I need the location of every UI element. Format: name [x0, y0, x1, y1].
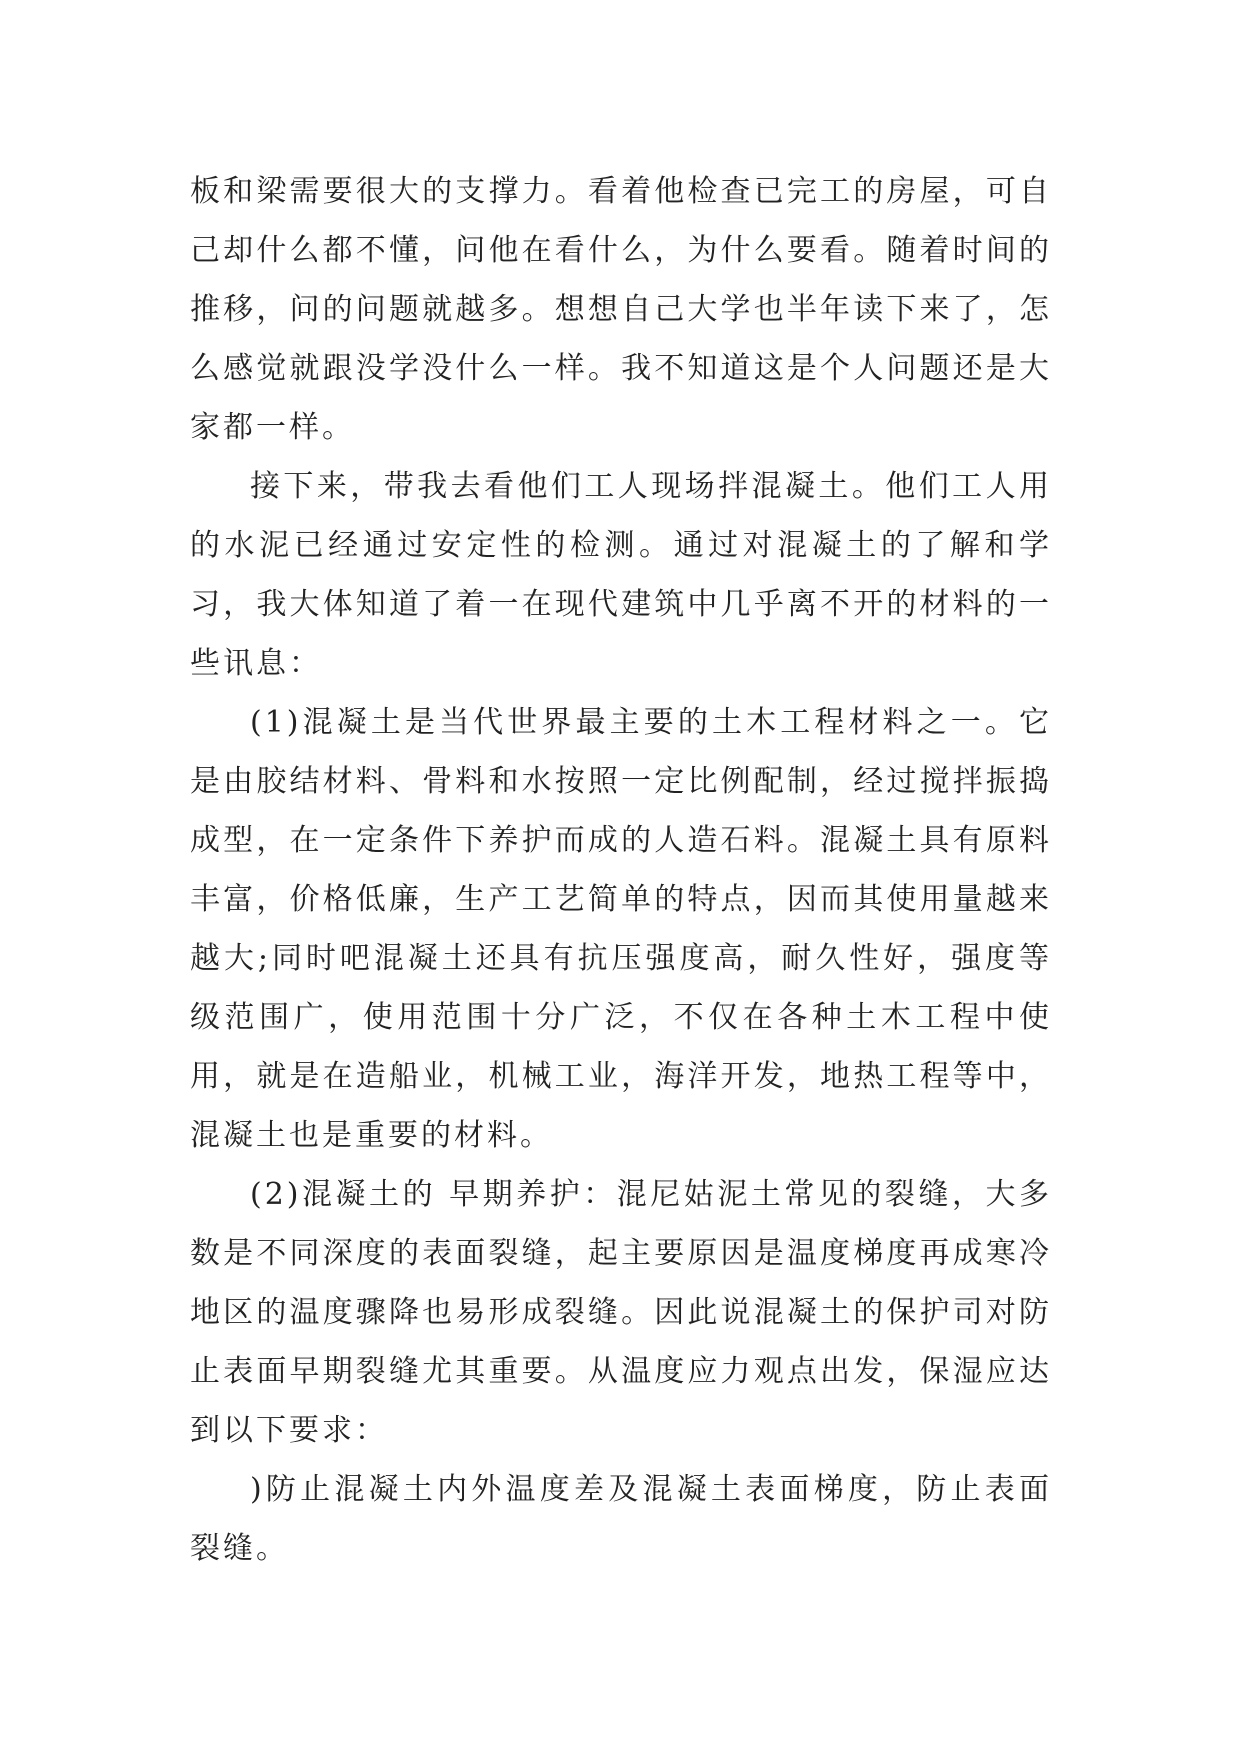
paragraph-5: )防止混凝土内外温度差及混凝土表面梯度，防止表面裂缝。 — [190, 1472, 1052, 1566]
paragraph-1: 板和梁需要很大的支撑力。看着他检查已完工的房屋，可自己却什么都不懂，问他在看什么，为什么要看。随着时间的推移，问的问题就越多。想想自己大学也半年读下来了，怎么感觉就跟没学没什么一样。我不知道这是个人问题还是大家都一样。 — [190, 174, 1052, 445]
paragraph-4: (2)混凝土的 早期养护：混尼姑泥土常见的裂缝，大多数是不同深度的表面裂缝，起主要原因是温度梯度再成寒冷地区的温度骤降也易形成裂缝。因此说混凝土的保护司对防止表面早期裂缝尤其重要。从温度应力观点出发，保湿应达到以下要求： — [190, 1177, 1052, 1448]
paragraph-3: (1)混凝土是当代世界最主要的土木工程材料之一。它是由胶结材料、骨料和水按照一定比例配制，经过搅拌振捣成型，在一定条件下养护而成的人造石料。混凝土具有原料丰富，价格低廉，生产工艺简单的特点，因而其使用量越来越大;同时吧混凝土还具有抗压强度高，耐久性好，强度等级范围广，使用范围十分广泛，不仅在各种土木工程中使用，就是在造船业，机械工业，海洋开发，地热工程等中，混凝土也是重要的材料。 — [190, 705, 1052, 1153]
document-body — [190, 162, 1052, 1578]
paragraph-2: 接下来，带我去看他们工人现场拌混凝土。他们工人用的水泥已经通过安定性的检测。通过对混凝土的了解和学习，我大体知道了着一在现代建筑中几乎离不开的材料的一些讯息： — [190, 469, 1052, 681]
